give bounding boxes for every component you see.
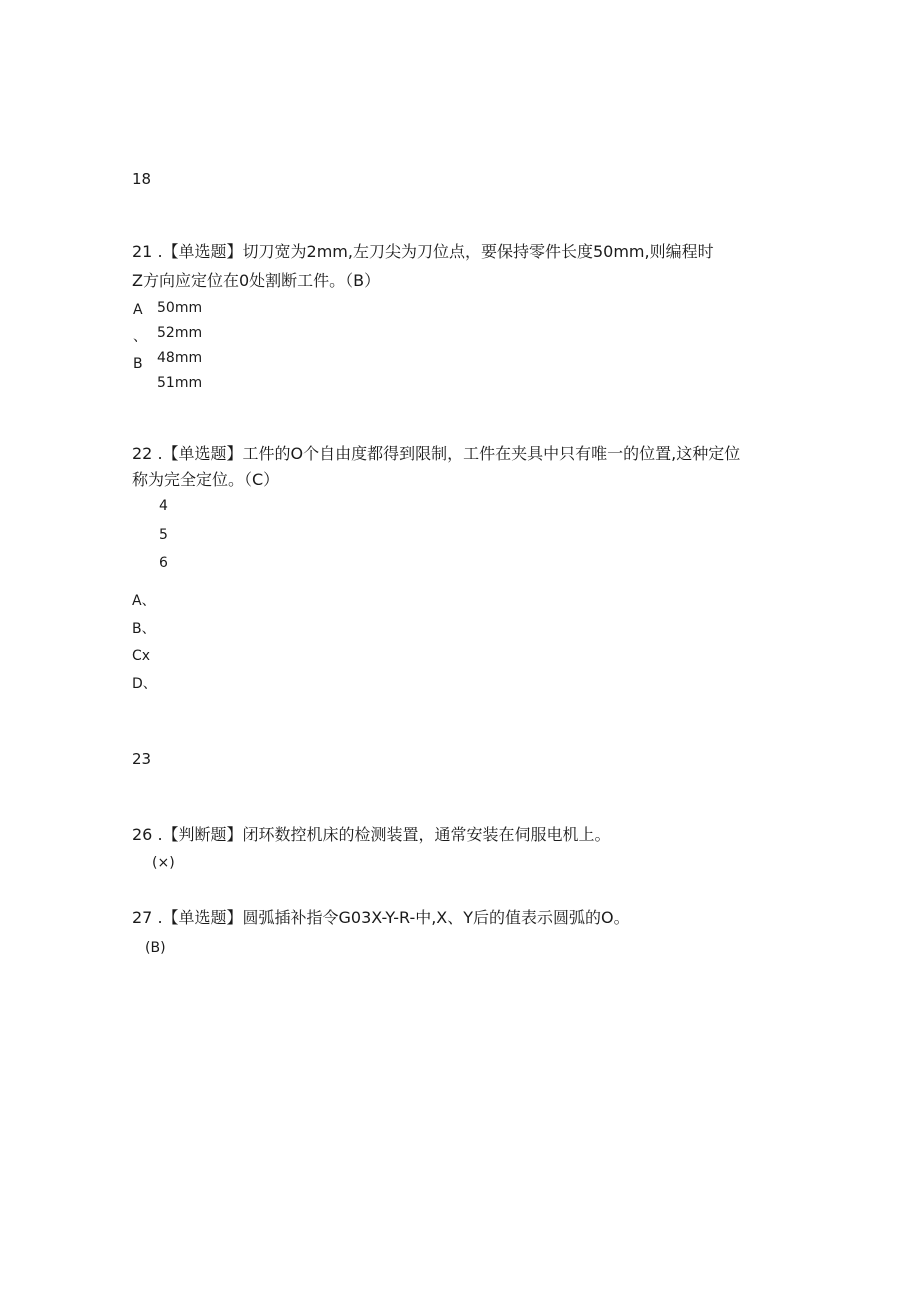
question-22-label-d: D、 — [132, 676, 157, 692]
question-22-option-2: 5 — [159, 527, 168, 543]
question-21-line-1: 21 .【单选题】切刀宽为2mm,左刀尖为刀位点，要保持零件长度50mm,则编程时 — [132, 242, 714, 261]
page-number-23: 23 — [132, 750, 152, 768]
question-22-option-1: 4 — [159, 498, 168, 514]
question-21-line-2: Z方向应定位在0处割断工件。（B） — [132, 271, 381, 290]
question-22-label-c: Cx — [132, 648, 151, 664]
question-26-answer: (×) — [152, 855, 175, 871]
question-22-label-b: B、 — [132, 621, 156, 637]
question-21-option-2: 52mm — [157, 325, 203, 341]
question-26-line-1: 26 .【判断题】闭环数控机床的检测装置，通常安装在伺服电机上。 — [132, 825, 611, 844]
question-21-option-4: 51mm — [157, 375, 203, 391]
question-21-label-separator: 、 — [133, 329, 147, 345]
question-27-line-1: 27 .【单选题】圆弧插补指令G03X-Y-R-中,X、Y后的值表示圆弧的O。 — [132, 908, 630, 927]
question-22-line-1: 22 .【单选题】工件的O个自由度都得到限制，工件在夹具中只有唯一的位置,这种定位 — [132, 444, 741, 463]
question-21-label-b: B — [133, 356, 143, 372]
question-21-label-a: A — [133, 302, 143, 318]
question-22-option-3: 6 — [159, 555, 168, 571]
question-21-option-1: 50mm — [157, 300, 203, 316]
page-number-18: 18 — [132, 170, 152, 188]
question-22-label-a: A、 — [132, 593, 156, 609]
question-22-line-2: 称为完全定位。（C） — [132, 470, 280, 489]
question-27-answer: (B) — [145, 940, 166, 956]
question-21-option-3: 48mm — [157, 350, 203, 366]
